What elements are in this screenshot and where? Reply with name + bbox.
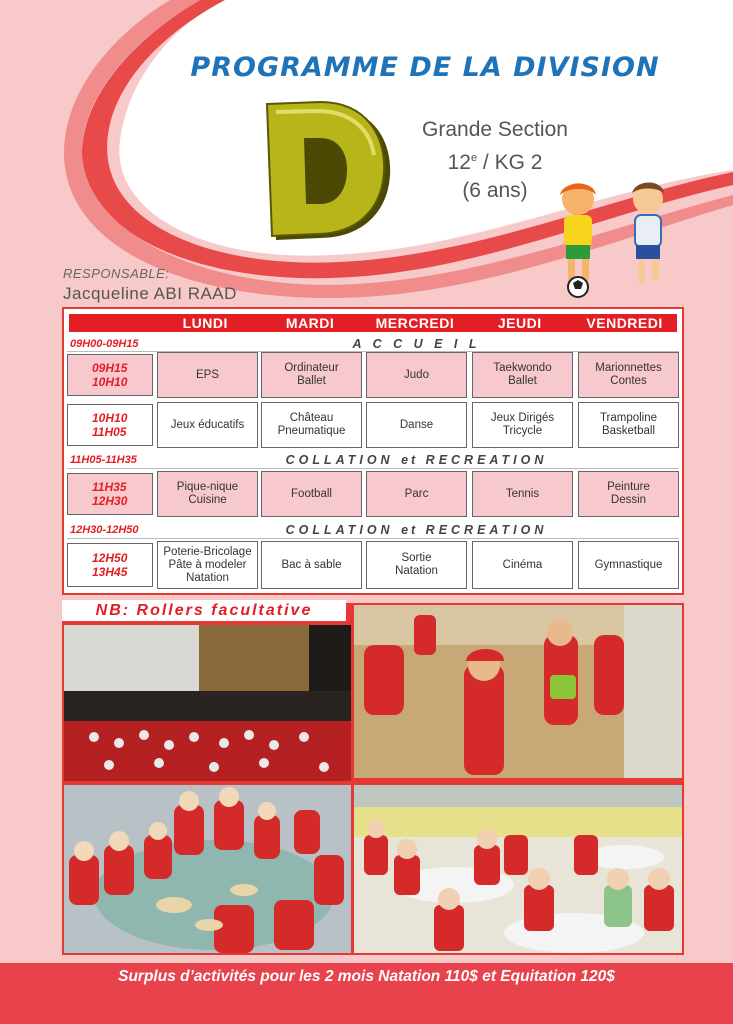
photo-picnic (64, 785, 351, 953)
activity-cell (157, 541, 258, 589)
responsable-name: Jacqueline ABI RAAD (63, 284, 237, 303)
responsable-label: RESPONSABLE: (63, 266, 170, 281)
time-end: 11H05 (92, 425, 127, 439)
day-header: MERCREDI (375, 315, 455, 331)
activity-text: Football (291, 487, 332, 500)
row-time (67, 543, 153, 587)
activity-cell (366, 352, 467, 398)
activity-cell (578, 352, 679, 398)
time-range: 11H05-11H35 (70, 454, 137, 466)
activity-cell (157, 471, 258, 517)
photo-grid (62, 603, 684, 955)
activity-cell (261, 352, 362, 398)
activity-cell (366, 471, 467, 517)
section-grade (390, 144, 600, 177)
day-header: MARDI (285, 315, 335, 331)
activity-cell (261, 402, 362, 448)
days-header (69, 314, 677, 332)
activity-text: Cinéma (502, 558, 543, 571)
photo-sandbox (354, 605, 682, 778)
row-time (67, 473, 153, 515)
activity-text: Gymnastique (594, 558, 663, 571)
activity-text: Château Pneumatique (277, 412, 346, 437)
divider (67, 538, 679, 539)
grade-kg: / KG 2 (477, 151, 543, 174)
day-header: VENDREDI (586, 315, 663, 331)
activity-text: Jeux Dirigés Tricycle (490, 412, 555, 437)
schedule-table (62, 307, 684, 595)
activity-text: Judo (404, 368, 429, 381)
activity-text: Jeux éducatifs (170, 418, 245, 431)
photo-cinema (64, 625, 351, 781)
time-end: 13H45 (92, 565, 128, 579)
time-start: 12H50 (92, 551, 128, 565)
time-start: 09H15 (92, 361, 128, 375)
slot-banner: A C C U E I L (352, 337, 481, 351)
divider (67, 468, 679, 469)
photo-classroom (354, 785, 682, 953)
activity-text: Marionnettes Contes (595, 362, 662, 387)
activity-text: Bac à sable (281, 558, 342, 571)
activity-text: Sortie Natation (395, 552, 438, 577)
time-end: 10H10 (92, 375, 128, 389)
rollers-note: NB: Rollers facultative (62, 600, 346, 621)
day-header: LUNDI (182, 315, 228, 331)
row-time (67, 354, 153, 396)
grade-number: 12 (447, 151, 471, 174)
grade-superscript: e (470, 152, 478, 164)
slot-banner: COLLATION et RECREATION (285, 523, 548, 537)
activity-cell (366, 541, 467, 589)
section-name: Grande Section (422, 118, 568, 141)
activity-cell (472, 471, 573, 517)
time-end: 12H30 (92, 494, 128, 508)
activity-cell (578, 541, 679, 589)
slot-banner: COLLATION et RECREATION (285, 453, 548, 467)
time-start: 10H10 (92, 411, 128, 425)
row-time (67, 404, 153, 446)
activity-cell (578, 402, 679, 448)
activity-text: EPS (195, 368, 219, 381)
day-header: JEUDI (497, 315, 542, 331)
activity-text: Tennis (505, 487, 540, 500)
activity-text: Poterie-Bricolage Pâte à modeler Natation (163, 545, 252, 584)
activity-cell (261, 541, 362, 589)
activity-text: Ordinateur Ballet (284, 362, 339, 387)
footer-surplus: Surplus d’activités pour les 2 mois Natation 110$ et Equitation 120$ (0, 963, 733, 1024)
activity-cell (472, 541, 573, 589)
section-age: (6 ans) (462, 179, 528, 202)
activity-text: Taekwondo Ballet (493, 362, 552, 387)
page-title: PROGRAMME DE LA DIVISION (190, 52, 660, 83)
time-start: 11H35 (92, 480, 127, 494)
kids-soccer-illustration (540, 175, 695, 300)
activity-cell (578, 471, 679, 517)
activity-text: Parc (404, 487, 429, 500)
letter-d-graphic (262, 100, 397, 245)
activity-cell (366, 402, 467, 448)
activity-cell (261, 471, 362, 517)
activity-text: Danse (399, 418, 434, 431)
time-range: 09H00-09H15 (70, 338, 139, 350)
activity-cell (157, 352, 258, 398)
activity-text: Peinture Dessin (607, 481, 650, 506)
time-range: 12H30-12H50 (70, 524, 139, 536)
activity-text: Pique-nique Cuisine (176, 481, 239, 506)
activity-cell (472, 352, 573, 398)
activity-cell (157, 402, 258, 448)
activity-cell (472, 402, 573, 448)
activity-text: Trampoline Basketball (599, 412, 658, 437)
